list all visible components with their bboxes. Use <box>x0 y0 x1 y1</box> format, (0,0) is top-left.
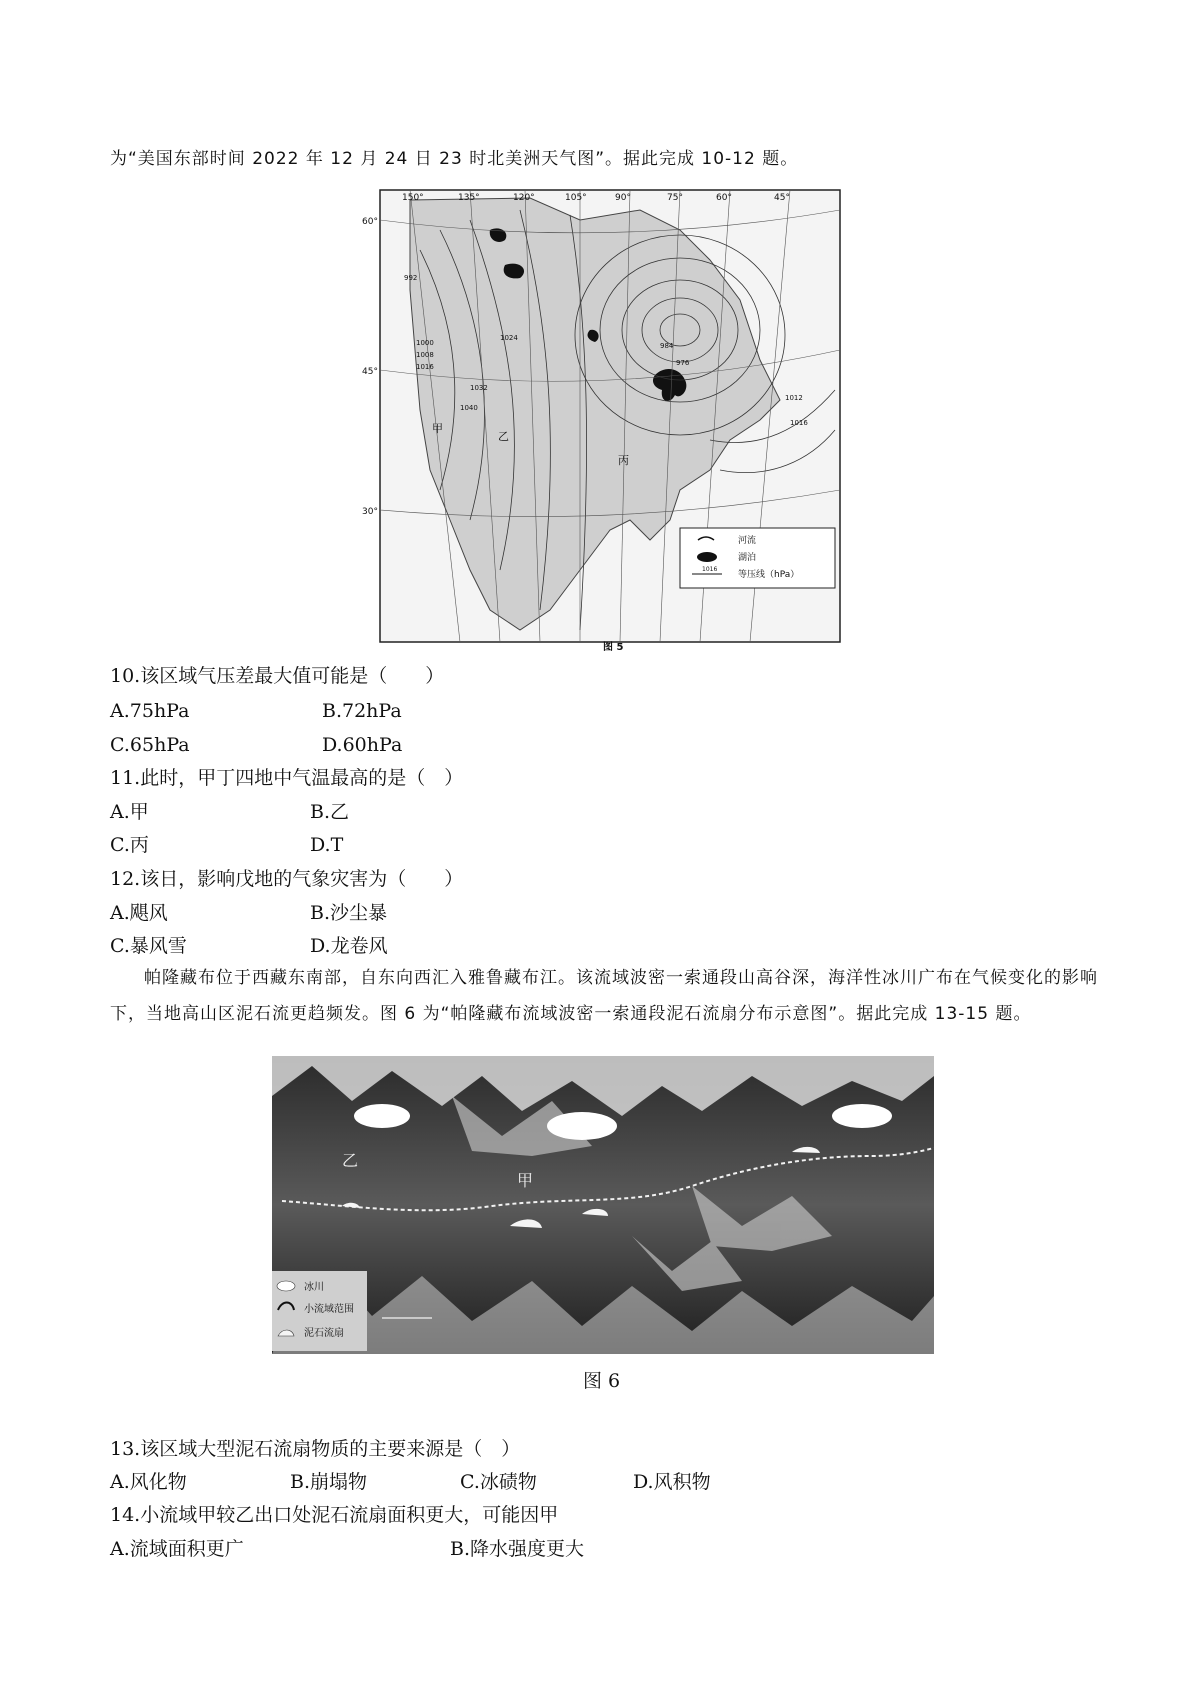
lon-label: 75° <box>667 193 683 203</box>
place-label-bing: 丙 <box>618 454 629 467</box>
figure-5-caption: 图 5 <box>603 642 624 653</box>
q11-option-d: D.T <box>310 834 344 856</box>
q12-option-b: B.沙尘暴 <box>310 902 388 924</box>
q12-option-d: D.龙卷风 <box>310 935 388 957</box>
q14-option-a: A.流域面积更广 <box>110 1538 244 1560</box>
lake-icon <box>697 552 717 562</box>
q13-option-a: A.风化物 <box>110 1471 187 1493</box>
q10-stem: 10.该区域气压差最大值可能是（ ） <box>110 665 445 687</box>
isobar-label: 976 <box>676 359 690 367</box>
legend-isobar: 等压线（hPa） <box>738 570 800 580</box>
isobar-label: 1012 <box>785 394 803 402</box>
debris-flow-figure <box>272 1056 934 1354</box>
lat-label: 60° <box>362 217 378 227</box>
legend-basin: 小流域范围 <box>304 1304 354 1315</box>
basin-label-jia: 甲 <box>517 1171 534 1190</box>
place-label-yi: 乙 <box>498 430 509 443</box>
basin-label-yi: 乙 <box>342 1151 359 1170</box>
isobar-label: 1032 <box>470 384 488 392</box>
q12-option-a: A.飓风 <box>110 902 168 924</box>
q14-stem: 14.小流域甲较乙出口处泥石流扇面积更大，可能因甲 <box>110 1504 559 1526</box>
isobar-label: 1000 <box>416 339 434 347</box>
q13-option-c: C.冰碛物 <box>460 1471 537 1493</box>
q10-option-d: D.60hPa <box>322 734 403 756</box>
weather-map-figure <box>362 190 840 652</box>
q11-option-b: B.乙 <box>310 801 350 823</box>
map-legend <box>680 528 835 588</box>
q11-option-a: A.甲 <box>110 801 149 823</box>
legend-fan: 泥石流扇 <box>304 1328 344 1339</box>
figure-6-caption: 图 6 <box>583 1370 621 1392</box>
legend-river: 河流 <box>738 536 757 546</box>
lon-label: 45° <box>774 193 790 203</box>
passage-text: 帕隆藏布位于西藏东南部，自东向西汇入雅鲁藏布江。该流域波密一索通段山高谷深，海洋性冰川广布在气候变化的影响下，当地高山区泥石流更趋频发。图 6 为“帕隆藏布流域波密一索通段泥石流扇分布示意图”。据此完成 13-15 题。 <box>110 968 1098 1024</box>
lon-label: 90° <box>615 193 631 203</box>
q13-option-b: B.崩塌物 <box>290 1471 368 1493</box>
isobar-label: 1016 <box>790 419 808 427</box>
isobar-label: 1016 <box>416 363 434 371</box>
q10-option-c: C.65hPa <box>110 734 190 756</box>
lon-label: 60° <box>716 193 732 203</box>
lat-label: 30° <box>362 507 378 517</box>
q13-option-d: D.风积物 <box>633 1471 711 1493</box>
q14-option-b: B.降水强度更大 <box>450 1538 585 1560</box>
isobar-label: 992 <box>404 274 418 282</box>
lon-label: 135° <box>458 193 480 203</box>
lat-label: 45° <box>362 367 378 377</box>
q10-option-a: A.75hPa <box>110 700 190 722</box>
q13-stem: 13.该区域大型泥石流扇物质的主要来源是（ ） <box>110 1438 521 1460</box>
legend-lake: 湖泊 <box>738 553 757 563</box>
isobar-label: 1024 <box>500 334 518 342</box>
q12-option-c: C.暴风雪 <box>110 935 187 957</box>
glacier-icon <box>277 1281 295 1291</box>
isobar-label: 1040 <box>460 404 478 412</box>
isobar-label: 1008 <box>416 351 434 359</box>
lon-label: 150° <box>402 193 424 203</box>
q10-option-b: B.72hPa <box>322 700 402 722</box>
legend-isobar-value: 1016 <box>702 566 718 573</box>
lon-label: 105° <box>565 193 587 203</box>
q12-stem: 12.该日，影响戊地的气象灾害为（ ） <box>110 868 464 890</box>
q11-option-c: C.丙 <box>110 834 149 856</box>
place-label-jia: 甲 <box>432 422 443 435</box>
intro-text: 为“美国东部时间 2022 年 12 月 24 日 23 时北美洲天气图”。据此完成 10-12 题。 <box>110 149 799 169</box>
legend-glacier: 冰川 <box>304 1282 324 1293</box>
terrain-legend <box>272 1271 367 1351</box>
lon-label: 120° <box>513 193 535 203</box>
q11-stem: 11.此时，甲丁四地中气温最高的是（ ） <box>110 767 464 789</box>
isobar-label: 984 <box>660 342 674 350</box>
